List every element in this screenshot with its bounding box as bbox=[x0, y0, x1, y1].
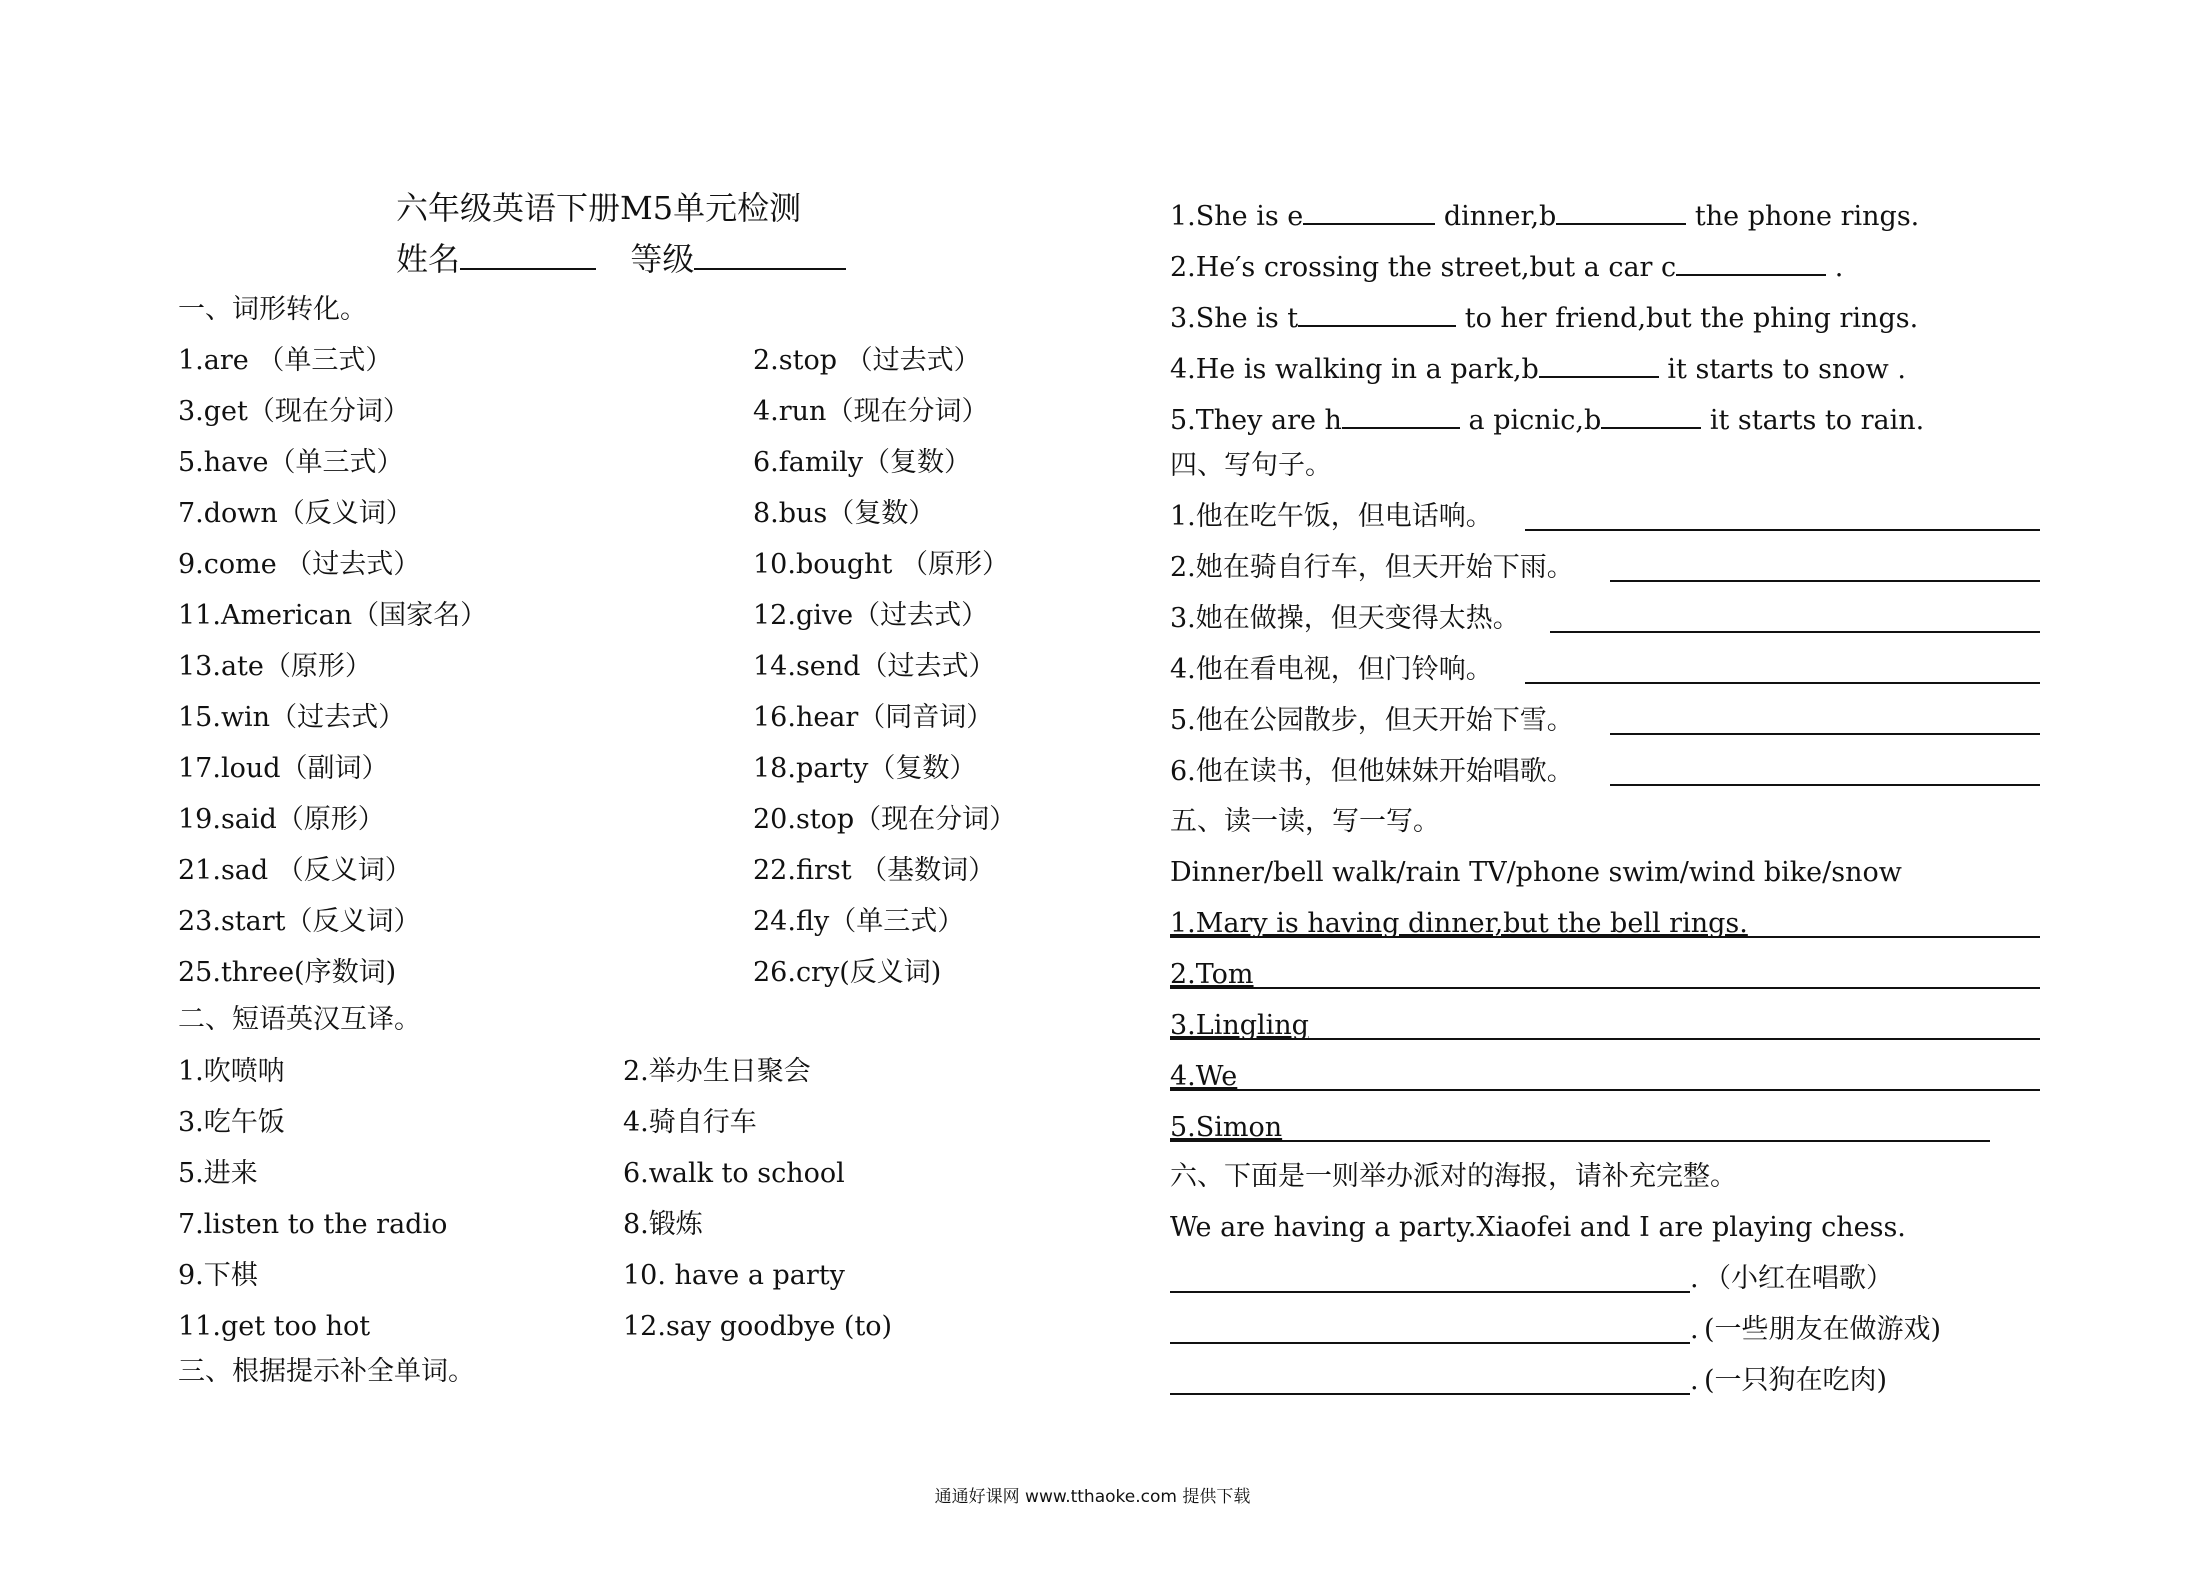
grade-label: 等级 bbox=[630, 240, 695, 278]
word-form-item: 7.down（反义词） bbox=[178, 498, 413, 529]
phrase-item: 10. have a party bbox=[623, 1260, 845, 1291]
section1-heading: 一、词形转化。 bbox=[178, 294, 367, 325]
answer-blank[interactable] bbox=[1539, 348, 1659, 378]
answer-blank[interactable] bbox=[1556, 195, 1686, 225]
word-form-item: 19.said（原形） bbox=[178, 804, 385, 835]
writing-line[interactable] bbox=[1170, 936, 2040, 938]
word-form-item: 23.start（反义词） bbox=[178, 906, 421, 937]
poster-answer-line[interactable] bbox=[1170, 1393, 1690, 1395]
poster-line-period: . bbox=[1690, 1314, 1699, 1345]
fill-word-sentence-5: 5.They are h a picnic,b it starts to rain. bbox=[1170, 399, 1924, 439]
phrase-item: 12.say goodbye (to) bbox=[623, 1311, 893, 1342]
poster-answer-line[interactable] bbox=[1170, 1291, 1690, 1293]
writing-line[interactable] bbox=[1170, 1089, 2040, 1091]
writing-item: 2.Tom bbox=[1170, 959, 1254, 990]
poster-line-period: . bbox=[1690, 1263, 1699, 1294]
section4-heading: 四、写句子。 bbox=[1170, 450, 1332, 481]
poster-answer-line[interactable] bbox=[1170, 1342, 1690, 1344]
phrase-item: 5.进来 bbox=[178, 1158, 258, 1189]
poster-intro: We are having a party.Xiaofei and I are playing chess. bbox=[1170, 1212, 1906, 1243]
poster-line-hint: (一只狗在吃肉) bbox=[1704, 1365, 1888, 1396]
name-label: 姓名 bbox=[396, 240, 461, 278]
phrase-item: 9.下棋 bbox=[178, 1260, 258, 1291]
writing-line[interactable] bbox=[1170, 1038, 2040, 1040]
section3-heading: 三、根据提示补全单词。 bbox=[178, 1356, 475, 1387]
word-form-item: 4.run（现在分词） bbox=[753, 396, 989, 427]
sentence-prompt: 6.他在读书，但他妹妹开始唱歌。 bbox=[1170, 756, 1574, 787]
word-form-item: 12.give（过去式） bbox=[753, 600, 989, 631]
phrase-item: 1.吹喷呐 bbox=[178, 1056, 285, 1087]
answer-blank[interactable] bbox=[1303, 195, 1435, 225]
sentence-prompt: 2.她在骑自行车，但天开始下雨。 bbox=[1170, 552, 1574, 583]
section5-heading: 五、读一读，写一写。 bbox=[1170, 806, 1440, 837]
phrase-item: 7.listen to the radio bbox=[178, 1209, 448, 1240]
word-form-item: 13.ate（原形） bbox=[178, 651, 372, 682]
word-form-item: 16.hear（同音词） bbox=[753, 702, 994, 733]
word-form-item: 2.stop （过去式） bbox=[753, 345, 981, 376]
writing-line[interactable] bbox=[1170, 1140, 1990, 1142]
answer-line[interactable] bbox=[1610, 784, 2040, 786]
word-form-item: 26.cry(反义词) bbox=[753, 957, 942, 988]
name-input-line[interactable] bbox=[460, 240, 596, 270]
sentence-prompt: 5.他在公园散步，但天开始下雪。 bbox=[1170, 705, 1574, 736]
grade-input-line[interactable] bbox=[694, 240, 846, 270]
word-form-item: 21.sad （反义词） bbox=[178, 855, 412, 886]
fill-word-sentence-1: 1.She is e dinner,b the phone rings. bbox=[1170, 195, 1919, 235]
word-form-item: 18.party（复数） bbox=[753, 753, 977, 784]
word-form-item: 17.loud（副词） bbox=[178, 753, 389, 784]
word-form-item: 14.send（过去式） bbox=[753, 651, 996, 682]
writing-item: 4.We bbox=[1170, 1061, 1238, 1092]
word-form-item: 5.have（单三式） bbox=[178, 447, 404, 478]
phrase-item: 4.骑自行车 bbox=[623, 1107, 757, 1138]
word-form-item: 11.American（国家名） bbox=[178, 600, 488, 631]
answer-blank[interactable] bbox=[1601, 399, 1701, 429]
poster-line-hint: （小红在唱歌） bbox=[1704, 1263, 1893, 1294]
phrase-item: 2.举办生日聚会 bbox=[623, 1056, 811, 1087]
sentence-prompt: 4.他在看电视，但门铃响。 bbox=[1170, 654, 1493, 685]
answer-line[interactable] bbox=[1610, 733, 2040, 735]
answer-blank[interactable] bbox=[1298, 297, 1456, 327]
page-title: 六年级英语下册M5单元检测 bbox=[396, 189, 802, 227]
word-form-item: 6.family（复数） bbox=[753, 447, 971, 478]
fill-word-sentence-4: 4.He is walking in a park,b it starts to snow . bbox=[1170, 348, 1906, 388]
poster-line-hint: (一些朋友在做游戏) bbox=[1704, 1314, 1942, 1345]
answer-line[interactable] bbox=[1525, 529, 2040, 531]
fill-word-sentence-3: 3.She is t to her friend,but the phing rings. bbox=[1170, 297, 1918, 337]
section2-heading: 二、短语英汉互译。 bbox=[178, 1004, 421, 1035]
footer-source: 通通好课网 www.tthaoke.com 提供下载 bbox=[934, 1487, 1251, 1507]
word-form-item: 1.are （单三式） bbox=[178, 345, 393, 376]
word-form-item: 10.bought （原形） bbox=[753, 549, 1009, 580]
phrase-item: 8.锻炼 bbox=[623, 1209, 703, 1240]
phrase-item: 6.walk to school bbox=[623, 1158, 845, 1189]
phrase-item: 3.吃午饭 bbox=[178, 1107, 285, 1138]
word-form-item: 9.come （过去式） bbox=[178, 549, 421, 580]
writing-item: 1.Mary is having dinner,but the bell rings. bbox=[1170, 908, 1748, 939]
answer-blank[interactable] bbox=[1342, 399, 1460, 429]
sentence-prompt: 3.她在做操，但天变得太热。 bbox=[1170, 603, 1520, 634]
sentence-prompt: 1.他在吃午饭，但电话响。 bbox=[1170, 501, 1493, 532]
word-form-item: 8.bus（复数） bbox=[753, 498, 936, 529]
section5-prompt: Dinner/bell walk/rain TV/phone swim/wind bike/snow bbox=[1170, 857, 1902, 888]
word-form-item: 15.win（过去式） bbox=[178, 702, 406, 733]
writing-item: 5.Simon bbox=[1170, 1112, 1283, 1143]
word-form-item: 3.get（现在分词） bbox=[178, 396, 410, 427]
name-grade-line bbox=[396, 238, 846, 280]
answer-line[interactable] bbox=[1610, 580, 2040, 582]
word-form-item: 20.stop（现在分词） bbox=[753, 804, 1017, 835]
writing-line[interactable] bbox=[1170, 987, 2040, 989]
word-form-item: 22.first （基数词） bbox=[753, 855, 996, 886]
word-form-item: 24.fly（单三式） bbox=[753, 906, 965, 937]
phrase-item: 11.get too hot bbox=[178, 1311, 371, 1342]
answer-line[interactable] bbox=[1525, 682, 2040, 684]
fill-word-sentence-2: 2.He′s crossing the street,but a car c . bbox=[1170, 246, 1843, 286]
writing-item: 3.Lingling bbox=[1170, 1010, 1309, 1041]
poster-line-period: . bbox=[1690, 1365, 1699, 1396]
word-form-item: 25.three(序数词) bbox=[178, 957, 397, 988]
answer-line[interactable] bbox=[1550, 631, 2040, 633]
answer-blank[interactable] bbox=[1676, 246, 1826, 276]
section6-heading: 六、下面是一则举办派对的海报，请补充完整。 bbox=[1170, 1161, 1737, 1192]
